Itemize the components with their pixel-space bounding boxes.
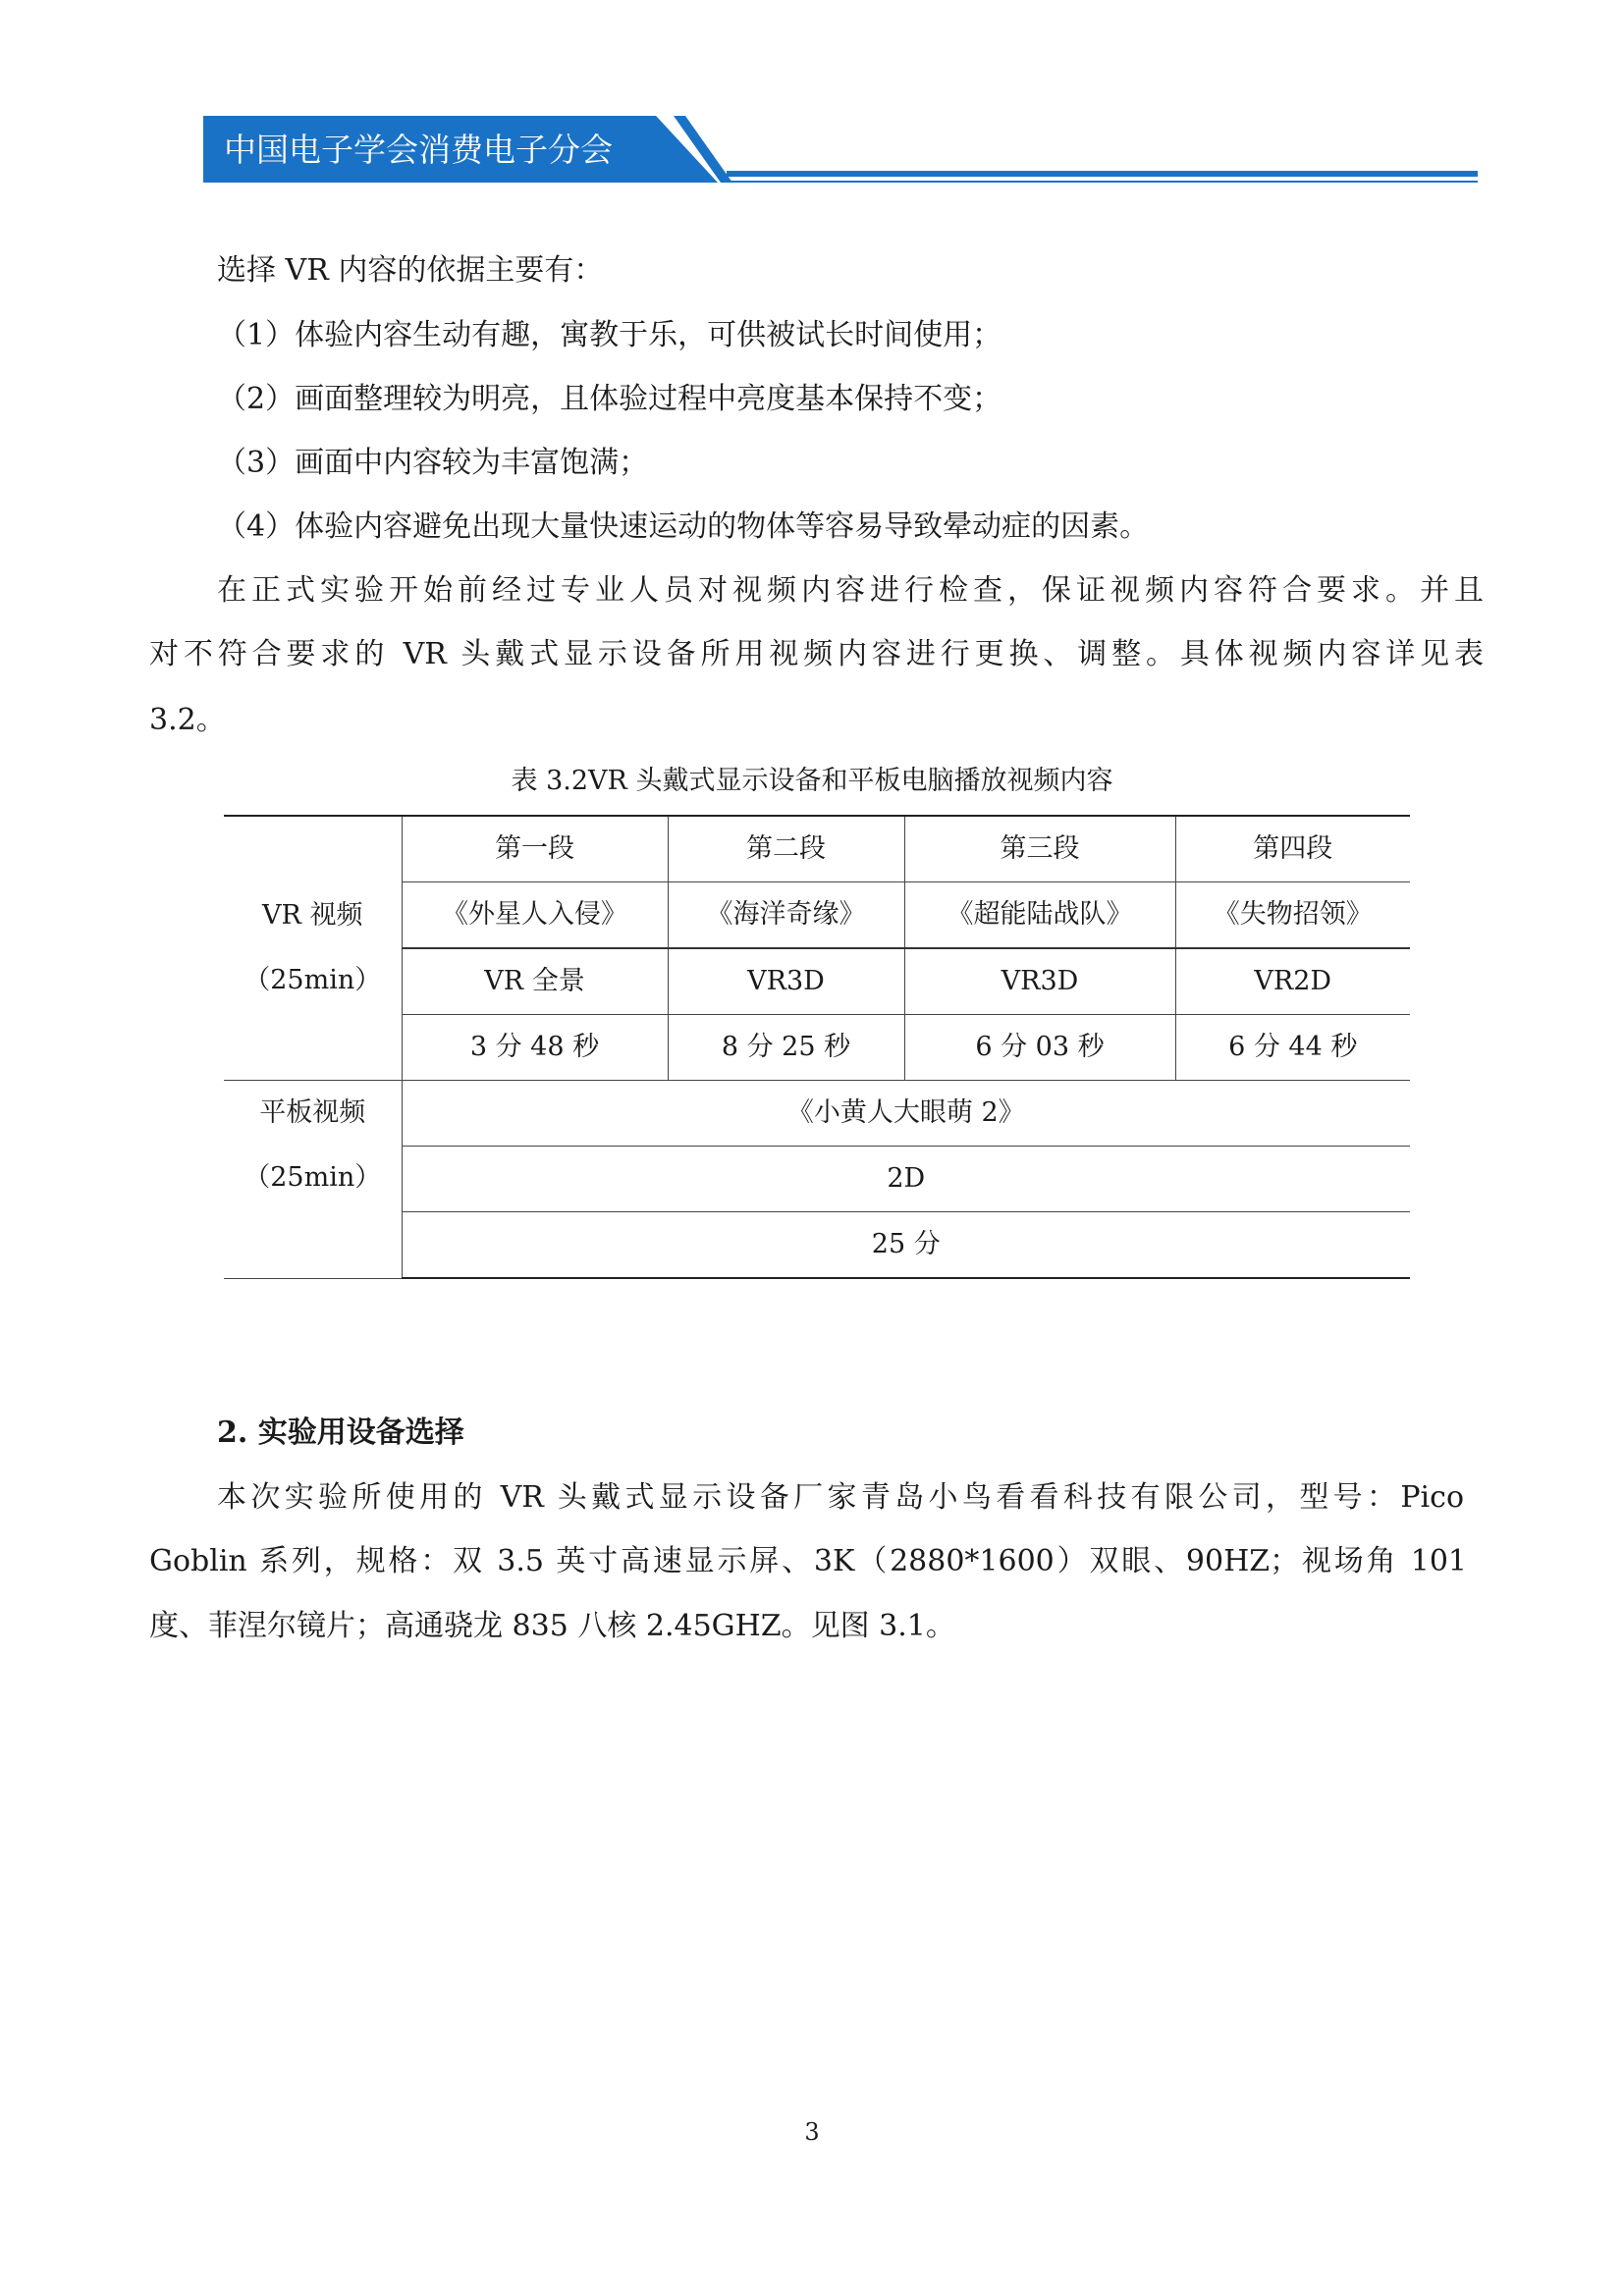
table-cell: 第四段 xyxy=(1175,816,1410,882)
table-cell: 25 分 xyxy=(402,1212,1410,1279)
table-cell: 3 分 48 秒 xyxy=(402,1015,668,1081)
header-title: 中国电子学会消费电子分会 xyxy=(224,131,613,169)
page-number: 3 xyxy=(804,2118,820,2146)
table-caption: 表 3.2VR 头戴式显示设备和平板电脑播放视频内容 xyxy=(511,766,1113,796)
criteria-item-1: （1）体验内容生动有趣，寓教于乐，可供被试长时间使用； xyxy=(217,318,1002,352)
table-row xyxy=(224,1212,1410,1279)
table-row xyxy=(224,882,1410,949)
table-cell: 《海洋奇缘》 xyxy=(668,882,904,949)
table-row xyxy=(224,948,1410,1015)
header-rule-thick xyxy=(727,171,1478,177)
table-cell: 6 分 44 秒 xyxy=(1175,1015,1410,1081)
paragraph-line: 度、菲涅尔镜片；高通骁龙 835 八核 2.45GHZ。见图 3.1。 xyxy=(149,1609,955,1643)
criteria-item-3: （3）画面中内容较为丰富饱满； xyxy=(217,446,649,480)
paragraph-line: 本次实验所使用的 VR 头戴式显示设备厂家青岛小鸟看看科技有限公司，型号：Pico xyxy=(217,1480,1464,1515)
table-cell: 第三段 xyxy=(904,816,1175,882)
paragraph-line: 对不符合要求的 VR 头戴式显示设备所用视频内容进行更换、调整。具体视频内容详见表 xyxy=(149,637,1484,671)
table-cell: 《失物招领》 xyxy=(1175,882,1410,949)
table-cell: 《小黄人大眼萌 2》 xyxy=(402,1081,1410,1147)
table-cell: 8 分 25 秒 xyxy=(668,1015,904,1081)
criteria-item-2: （2）画面整理较为明亮，且体验过程中亮度基本保持不变； xyxy=(217,382,1002,416)
table-cell: 2D xyxy=(402,1147,1410,1212)
table-row xyxy=(224,1015,1410,1081)
table-cell: 《外星人入侵》 xyxy=(402,882,668,949)
video-content-table xyxy=(224,815,1410,1279)
table-cell: VR 全景 xyxy=(402,948,668,1015)
criteria-item-4: （4）体验内容避免出现大量快速运动的物体等容易导致晕动症的因素。 xyxy=(217,509,1150,544)
table-cell: 第一段 xyxy=(402,816,668,882)
header-diagonal-stripe xyxy=(674,114,732,185)
table-cell: 6 分 03 秒 xyxy=(904,1015,1175,1081)
table-cell: VR3D xyxy=(904,948,1175,1015)
paragraph-line: Goblin 系列，规格：双 3.5 英寸高速显示屏、3K（2880*1600）双眼、90HZ；视场角 101 xyxy=(149,1544,1467,1578)
table-row xyxy=(224,1081,1410,1147)
vr-group-label: VR 视频 （25min） xyxy=(224,816,402,1081)
section-heading: 2. 实验用设备选择 xyxy=(217,1415,464,1450)
table-cell: 第二段 xyxy=(668,816,904,882)
paragraph-line: 3.2。 xyxy=(149,703,226,737)
table-row xyxy=(224,1147,1410,1212)
tablet-group-label: 平板视频 （25min） xyxy=(224,1081,402,1279)
paragraph-line: 在正式实验开始前经过专业人员对视频内容进行检查，保证视频内容符合要求。并且 xyxy=(217,573,1484,608)
table-cell: VR3D xyxy=(668,948,904,1015)
table-cell: VR2D xyxy=(1175,948,1410,1015)
header-rule-thin xyxy=(727,181,1478,183)
table-cell: 《超能陆战队》 xyxy=(904,882,1175,949)
intro-text: 选择 VR 内容的依据主要有： xyxy=(217,253,604,288)
table-row xyxy=(224,816,1410,882)
